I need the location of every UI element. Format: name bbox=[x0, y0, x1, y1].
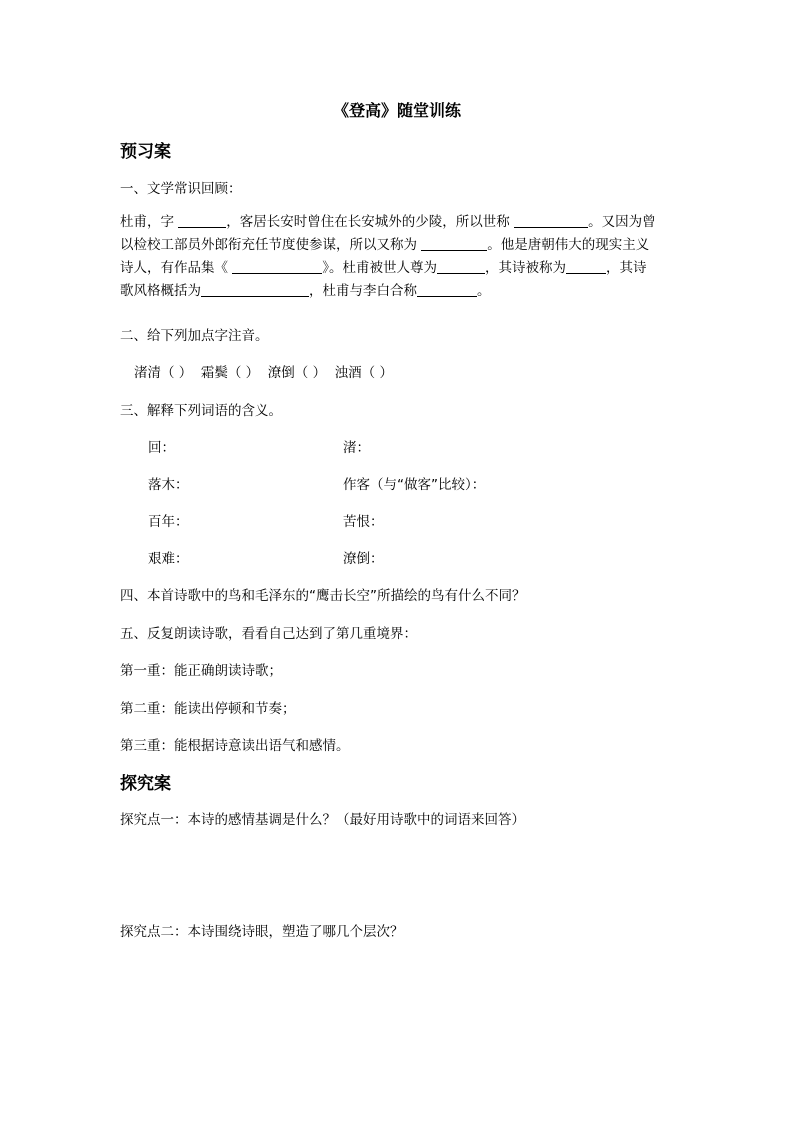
question-1-paragraph bbox=[120, 211, 680, 303]
explore-point-2: 探究点二：本诗围绕诗眼，塑造了哪几个层次？ bbox=[120, 924, 404, 940]
term-hui: 回： bbox=[148, 440, 175, 456]
term-bainian: 百年： bbox=[148, 514, 189, 530]
term-luomu: 落木： bbox=[148, 477, 189, 493]
pinyin-item: 浊酒（ ） bbox=[334, 365, 393, 381]
term-zuoke: 作客（与“做客”比较）： bbox=[343, 477, 486, 493]
explore-point-1: 探究点一：本诗的感情基调是什么？（最好用诗歌中的词语来回答） bbox=[120, 812, 525, 828]
level-1: 第一重：能正确朗读诗歌； bbox=[120, 663, 282, 679]
blank-shaoling-title[interactable] bbox=[514, 213, 588, 228]
pinyin-item: 霜鬓（ ） bbox=[200, 365, 260, 381]
section-heading-explore: 探究案 bbox=[120, 774, 171, 794]
pinyin-item: 潦倒（ ） bbox=[267, 365, 327, 381]
blank-poetry-name[interactable] bbox=[566, 259, 606, 274]
term-jiannan: 艰难： bbox=[148, 551, 189, 567]
level-3: 第三重：能根据诗意读出语气和感情。 bbox=[120, 738, 350, 754]
paragraph-line-3: 诗人，有作品集《 》。杜甫被世人尊为 ，其诗被称为 ，其诗 bbox=[120, 260, 647, 276]
blank-gongbu-title[interactable] bbox=[421, 236, 487, 251]
term-liaodao: 潦倒： bbox=[343, 551, 384, 567]
question-2-label: 二、给下列加点字注音。 bbox=[120, 328, 269, 344]
question-4: 四、本首诗歌中的鸟和毛泽东的“鹰击长空”所描绘的鸟有什么不同？ bbox=[120, 588, 526, 604]
blank-honorific[interactable] bbox=[437, 259, 485, 274]
term-kuhen: 苦恨： bbox=[343, 514, 384, 530]
question-3-label: 三、解释下列词语的含义。 bbox=[120, 403, 282, 419]
term-zhu: 渚： bbox=[343, 440, 370, 456]
paragraph-line-1: 杜甫，字 ，客居长安时曾住在长安城外的少陵，所以世称 。又因为曾 bbox=[120, 214, 656, 230]
level-2: 第二重：能读出停顿和节奏； bbox=[120, 701, 296, 717]
question-5-label: 五、反复朗读诗歌，看看自己达到了第几重境界： bbox=[120, 626, 417, 642]
paragraph-line-2: 以检校工部员外郎衔充任节度使参谋，所以又称为 。他是唐朝伟大的现实主义 bbox=[120, 237, 650, 253]
pinyin-item: 渚清（ ） bbox=[134, 365, 193, 381]
blank-joint-name[interactable] bbox=[417, 282, 477, 297]
paragraph-line-4: 歌风格概括为 ，杜甫与李白合称 。 bbox=[120, 283, 491, 299]
pinyin-items bbox=[134, 361, 393, 381]
blank-courtesy-name[interactable] bbox=[178, 213, 226, 228]
section-heading-preview: 预习案 bbox=[120, 142, 171, 162]
blank-style[interactable] bbox=[201, 282, 309, 297]
blank-work-collection[interactable] bbox=[232, 259, 322, 274]
page-title: 《登高》随堂训练 bbox=[332, 101, 461, 120]
question-1-label: 一、文学常识回顾： bbox=[120, 181, 242, 197]
